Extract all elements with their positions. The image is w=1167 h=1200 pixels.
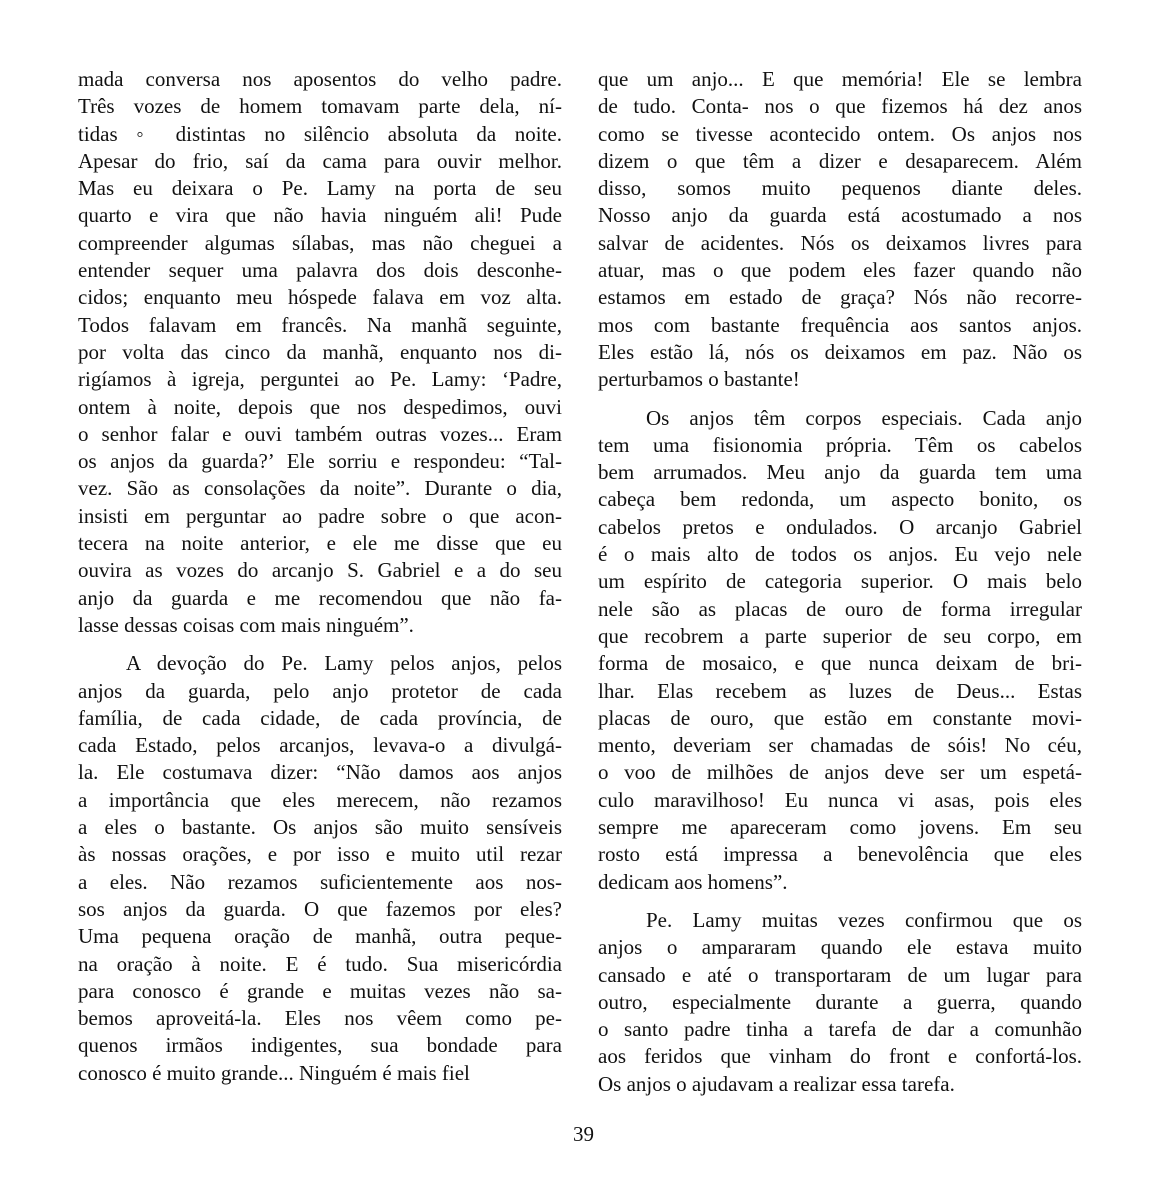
text-line: sempre me apareceram como jovens. Em seu xyxy=(598,815,1082,840)
text-line: mada conversa nos aposentos do velho padre. xyxy=(78,67,562,91)
text-line: dedicam aos homens”. xyxy=(598,869,788,894)
text-line: Os anjos têm corpos especiais. Cada anjo xyxy=(646,405,1082,430)
page-number: 39 xyxy=(573,1122,594,1146)
text-line: forma de mosaico, e que nunca deixam de bri- xyxy=(598,651,1082,676)
text-line: os anjos da guarda?’ Ele sorriu e respondeu: “Tal- xyxy=(78,449,562,474)
text-line: cabeça bem redonda, um aspecto bonito, os xyxy=(598,487,1082,512)
text-line: de tudo. Conta- nos o que fizemos há dez anos xyxy=(598,94,1082,119)
text-line: rosto está impressa a benevolência que eles xyxy=(598,842,1082,867)
text-line: anjo da guarda e me recomendou que não fa- xyxy=(78,585,562,610)
text-line: cidos; enquanto meu hóspede falava em voz alta. xyxy=(78,285,562,310)
text-line: vez. São as consolações da noite”. Durante o dia, xyxy=(78,476,562,501)
text-line: lhar. Elas recebem as luzes de Deus... Estas xyxy=(598,678,1082,703)
right-column xyxy=(598,66,1082,1098)
text-line: cansado e até o transportaram de um lugar para xyxy=(598,962,1082,987)
paragraph xyxy=(598,907,1082,1098)
text-line: que um anjo... E que memória! Ele se lembra xyxy=(598,67,1082,91)
text-line: salvar de acidentes. Nós os deixamos livres para xyxy=(598,230,1082,255)
text-line: por volta das cinco da manhã, enquanto nos di- xyxy=(78,339,562,364)
text-line: um espírito de categoria superior. O mais belo xyxy=(598,569,1082,594)
text-line: mos com bastante frequência aos santos anjos. xyxy=(598,312,1082,337)
text-line: a importância que eles merecem, não rezamos xyxy=(78,787,562,812)
text-line: Três vozes de homem tomavam parte dela, ní- xyxy=(78,94,562,119)
text-line: disso, somos muito pequenos diante deles. xyxy=(598,176,1082,201)
text-line: dizem o que têm a dizer e desaparecem. Além xyxy=(598,148,1082,173)
text-line: que recobrem a parte superior de seu corpo, em xyxy=(598,623,1082,648)
left-column xyxy=(78,66,562,1087)
text-line: tidas ◦ distintas no silêncio absoluta da noite. xyxy=(78,121,562,146)
text-line: na oração à noite. E é tudo. Sua misericórdia xyxy=(78,951,562,976)
text-line: anjos o ampararam quando ele estava muito xyxy=(598,935,1082,960)
text-line: o santo padre tinha a tarefa de dar a comunhão xyxy=(598,1017,1082,1042)
paragraph xyxy=(78,650,562,1087)
text-line: perturbamos o bastante! xyxy=(598,367,800,392)
text-line: cada Estado, pelos arcanjos, levava-o a divulgá- xyxy=(78,733,562,758)
text-line: é o mais alto de todos os anjos. Eu vejo nele xyxy=(598,542,1082,567)
text-line: compreender algumas sílabas, mas não cheguei a xyxy=(78,230,562,255)
text-line: Mas eu deixara o Pe. Lamy na porta de seu xyxy=(78,176,562,201)
text-line: sos anjos da guarda. O que fazemos por eles? xyxy=(78,896,562,921)
text-line: lasse dessas coisas com mais ninguém”. xyxy=(78,612,414,637)
text-line: o senhor falar e ouvi também outras vozes... Eram xyxy=(78,421,562,446)
text-line: estamos em estado de graça? Nós não recorre- xyxy=(598,285,1082,310)
paragraph xyxy=(78,66,562,639)
text-line: entender sequer uma palavra dos dois desconhe- xyxy=(78,258,562,283)
text-line: rigíamos à igreja, perguntei ao Pe. Lamy: ‘Padre, xyxy=(78,367,562,392)
text-line: insisti em perguntar ao padre sobre o que acon- xyxy=(78,503,562,528)
text-line: nele são as placas de ouro de forma irregular xyxy=(598,596,1082,621)
text-line: família, de cada cidade, de cada província, de xyxy=(78,705,562,730)
text-line: aos feridos que vinham do front e confortá-los. xyxy=(598,1044,1082,1069)
text-line: Todos falavam em francês. Na manhã seguinte, xyxy=(78,312,562,337)
text-line: Eles estão lá, nós os deixamos em paz. Não os xyxy=(598,339,1082,364)
text-line: para conosco é grande e muitas vezes não sa- xyxy=(78,978,562,1003)
text-line: mento, deveriam ser chamadas de sóis! No céu, xyxy=(598,733,1082,758)
text-line: Nosso anjo da guarda está acostumado a nos xyxy=(598,203,1082,228)
text-line: ouvira as vozes do arcanjo S. Gabriel e a do seu xyxy=(78,558,562,583)
text-line: como se tivesse acontecido ontem. Os anjos nos xyxy=(598,121,1082,146)
text-line: tem uma fisionomia própria. Têm os cabelos xyxy=(598,432,1082,457)
text-line: Uma pequena oração de manhã, outra peque- xyxy=(78,924,562,949)
text-line: Os anjos o ajudavam a realizar essa tarefa. xyxy=(598,1071,955,1096)
text-line: o voo de milhões de anjos deve ser um espetá- xyxy=(598,760,1082,785)
text-line: tecera na noite anterior, e ele me disse que eu xyxy=(78,531,562,556)
text-line: atuar, mas o que podem eles fazer quando não xyxy=(598,258,1082,283)
text-line: la. Ele costumava dizer: “Não damos aos anjos xyxy=(78,760,562,785)
text-line: a eles. Não rezamos suficientemente aos nos- xyxy=(78,869,562,894)
text-line: quenos irmãos indigentes, sua bondade para xyxy=(78,1033,562,1058)
text-line: bem arrumados. Meu anjo da guarda tem uma xyxy=(598,460,1082,485)
text-line: A devoção do Pe. Lamy pelos anjos, pelos xyxy=(126,651,562,676)
text-line: Apesar do frio, saí da cama para ouvir melhor. xyxy=(78,148,562,173)
paragraph xyxy=(598,66,1082,394)
text-line: Pe. Lamy muitas vezes confirmou que os xyxy=(646,907,1082,932)
text-line: cabelos pretos e ondulados. O arcanjo Gabriel xyxy=(598,514,1082,539)
text-line: culo maravilhoso! Eu nunca vi asas, pois eles xyxy=(598,787,1082,812)
text-line: conosco é muito grande... Ninguém é mais fiel xyxy=(78,1060,470,1085)
text-line: ontem à noite, depois que nos despedimos, ouvi xyxy=(78,394,562,419)
paragraph xyxy=(598,405,1082,896)
text-line: a eles o bastante. Os anjos são muito sensíveis xyxy=(78,815,562,840)
text-line: anjos da guarda, pelo anjo protetor de cada xyxy=(78,678,562,703)
text-line: placas de ouro, que estão em constante movi- xyxy=(598,705,1082,730)
text-line: bemos aproveitá-la. Eles nos vêem como pe- xyxy=(78,1006,562,1031)
text-line: às nossas orações, e por isso e muito util rezar xyxy=(78,842,562,867)
text-line: outro, especialmente durante a guerra, quando xyxy=(598,989,1082,1014)
text-line: quarto e vira que não havia ninguém ali! Pude xyxy=(78,203,562,228)
